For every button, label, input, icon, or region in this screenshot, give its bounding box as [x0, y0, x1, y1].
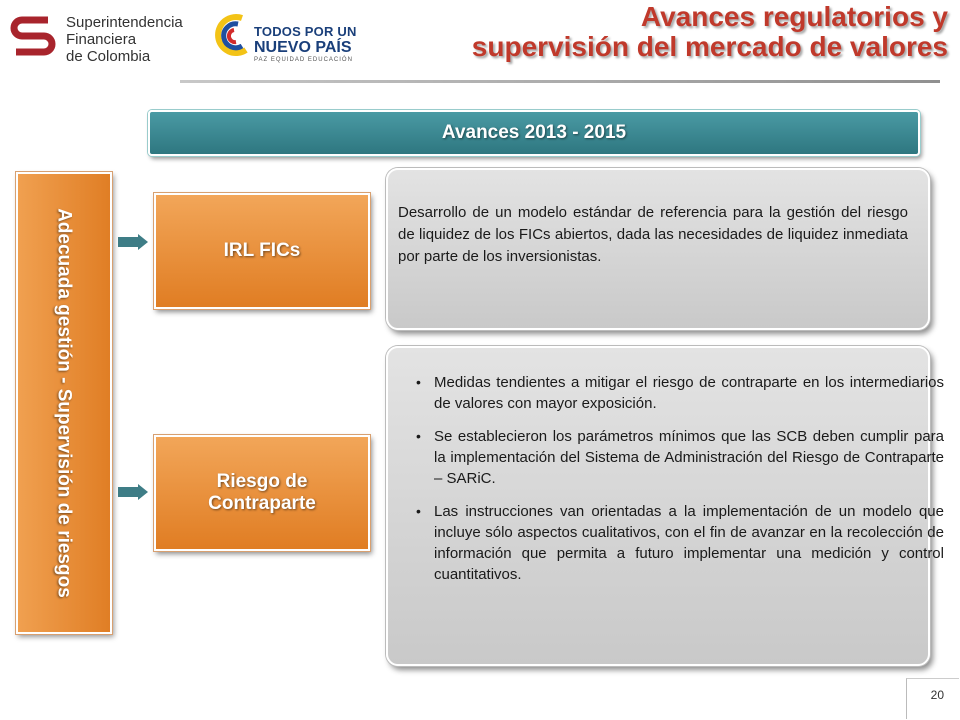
sfc-line-3: de Colombia	[66, 48, 151, 65]
list-item	[416, 501, 944, 585]
bullet-icon: •	[416, 503, 421, 519]
gov-logo	[212, 12, 362, 72]
list-item-text: Medidas tendientes a mitigar el riesgo de contraparte en los intermediarios de valores con mayor exposición.	[434, 374, 944, 412]
header-divider	[180, 80, 940, 83]
list-item-text: Se establecieron los parámetros mínimos que las SCB deben cumplir para la implementación del Sistema de Administración del Riesgo de Contraparte – SARiC.	[434, 428, 944, 487]
gov-line-3: PAZ EQUIDAD EDUCACIÓN	[254, 57, 353, 63]
section-label-text: IRL FICs	[223, 240, 301, 261]
page-title	[472, 2, 948, 62]
gov-line-2: NUEVO PAÍS	[254, 39, 352, 56]
bullet-icon: •	[416, 428, 421, 444]
bullet-icon: •	[416, 374, 421, 390]
section-label-text: Riesgo de Contraparte	[208, 471, 316, 514]
sfc-line-2: Financiera	[66, 31, 137, 48]
title-line-2: supervisión del mercado de valores	[471, 31, 948, 62]
sfc-logo	[8, 10, 183, 70]
list-item	[416, 372, 944, 414]
description-panel-irl-fics	[386, 168, 930, 330]
page-number: 20	[930, 688, 944, 702]
sfc-emblem-icon	[8, 14, 58, 60]
period-banner	[148, 110, 920, 156]
bullet-list	[398, 372, 944, 597]
arrow-right-icon	[118, 484, 148, 500]
sfc-line-1: Superintendencia	[66, 14, 183, 31]
gov-emblem-icon	[212, 12, 252, 64]
arrow-right-icon	[118, 234, 148, 250]
title-line-1: Avances regulatorios y	[640, 1, 948, 32]
section-label-irl-fics	[154, 193, 370, 309]
banner-text: Avances 2013 - 2015	[441, 122, 627, 143]
gov-line-1: TODOS POR UN	[254, 24, 357, 39]
sidebar-category	[16, 172, 112, 634]
section-label-riesgo-contraparte	[154, 435, 370, 551]
sidebar-label: Adecuada gestión - Supervisión de riesgos	[53, 208, 75, 598]
description-text: Desarrollo de un modelo estándar de referencia para la gestión del riesgo de liquidez de los FICs abiertos, dada las necesidades de liquidez inmediata por parte de los inversionistas.	[398, 204, 908, 265]
list-item-text: Las instrucciones van orientadas a la implementación de un modelo que incluye sólo aspectos cualitativos, con el fin de avanzar en la recolección de información que permita a futuro implementar una medición y control cuantitativos.	[434, 503, 944, 583]
gov-logo-text	[254, 24, 357, 63]
description-panel-riesgo-contraparte	[386, 346, 944, 666]
list-item	[416, 426, 944, 489]
sfc-name	[66, 14, 183, 65]
